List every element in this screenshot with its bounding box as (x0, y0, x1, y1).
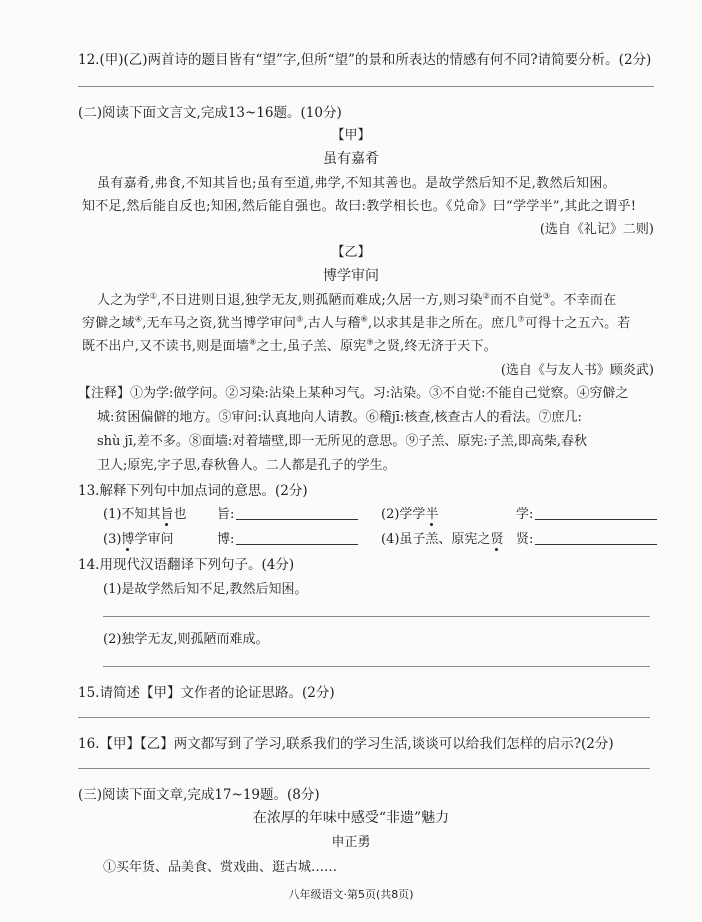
passage-yi-mark: 【乙】 (331, 245, 371, 260)
q13-answer[interactable]: 旨: (217, 503, 358, 522)
passage-yi-source: (选自《与友人书》顾炎武) (500, 363, 654, 378)
answer-blank[interactable] (236, 507, 358, 520)
answer-line[interactable] (103, 616, 650, 617)
passage-yi-line: 人之为学①,不日进则日退,独学无友,则孤陋而难成;久居一方,则习染②而不自觉③。不幸而在 (97, 291, 617, 308)
article-paragraph: ①买年货、品美食、赏戏曲、逛古城…… (103, 860, 338, 875)
q13-item: (3)博学审问 (103, 532, 174, 547)
answer-line (78, 86, 654, 87)
article-author: 申正勇 (331, 835, 371, 850)
q13-answer[interactable]: 博: (217, 528, 358, 547)
q14-sentence: (1)是故学然后知不足,教然后知困。 (103, 582, 308, 597)
passage-yi-line: 既不出户,又不读书,则是面墙⑧之士,虽子羔、原宪⑨之贤,终无济于天下。 (82, 337, 497, 354)
answer-blank[interactable] (535, 532, 657, 545)
q13-item: (4)虽子羔、原宪之贤 (381, 532, 504, 547)
passage-jia-line: 虽有嘉肴,弗食,不知其旨也;虽有至道,弗学,不知其善也。是故学然后知不足,教然后知困。 (97, 176, 616, 191)
q14-sentence: (2)独学无友,则孤陋而难成。 (103, 632, 269, 647)
passage-jia-mark: 【甲】 (331, 128, 371, 143)
annotation-line: 【注释】①为学:做学问。②习染:沾染上某种习气。习:沾染。③不自觉:不能自己觉察。④穷僻之 (78, 386, 629, 401)
passage-jia-line: 知不足,然后能自反也;知困,然后能自强也。故曰:教学相长也。《兑命》曰“学学半”,其此之谓乎! (82, 199, 637, 214)
answer-line[interactable] (103, 666, 650, 667)
q13-item: (2)学学半 (381, 507, 439, 522)
answer-line[interactable] (78, 768, 650, 769)
q13-answer[interactable]: 学: (516, 503, 657, 522)
annotation-line: 城:贫困偏僻的地方。⑤审问:认真地向人请教。⑥稽jī:核查,核查古人的看法。⑦庶几: (97, 410, 582, 425)
passage-jia-title: 虽有嘉肴 (323, 151, 379, 167)
passage-yi-line: 穷僻之域④,无车马之资,犹当博学审问⑤,古人与稽⑥,以求其是非之所在。庶几⑦可得十之五六。若 (82, 314, 631, 331)
passage-yi-title: 博学审问 (323, 268, 379, 284)
section-3-title: (三)阅读下面文章,完成17~19题。(8分) (78, 787, 320, 803)
article-title: 在浓厚的年味中感受“非遗”魅力 (252, 810, 450, 826)
q13-item: (1)不知其旨也 (103, 507, 187, 522)
page-footer: 八年级语文·第5页(共8页) (288, 888, 414, 901)
answer-blank[interactable] (535, 507, 657, 520)
q13-answer[interactable]: 贤: (516, 528, 657, 547)
question-15: 15.请简述【甲】文作者的论证思路。(2分) (78, 685, 335, 701)
question-14: 14.用现代汉语翻译下列句子。(4分) (78, 557, 295, 573)
answer-blank[interactable] (236, 532, 358, 545)
question-12: 12.(甲)(乙)两首诗的题目皆有“望”字,但所“望”的景和所表达的情感有何不同?请简要分析。(2分) (78, 52, 652, 68)
question-13: 13.解释下列句中加点词的意思。(2分) (78, 483, 308, 499)
section-2-title: (二)阅读下面文言文,完成13~16题。(10分) (78, 105, 342, 121)
annotation-line: shù jī,差不多。⑧面墙:对着墙壁,即一无所见的意思。⑨子羔、原宪:子羔,即高柴,春秋 (97, 434, 588, 449)
annotation-line: 卫人;原宪,字子思,春秋鲁人。二人都是孔子的学生。 (97, 458, 396, 473)
passage-jia-source: (选自《礼记》二则) (539, 222, 654, 237)
answer-line[interactable] (78, 717, 650, 718)
question-16: 16.【甲】【乙】两文都写到了学习,联系我们的学习生活,谈谈可以给我们怎样的启示?(2分) (78, 736, 614, 752)
